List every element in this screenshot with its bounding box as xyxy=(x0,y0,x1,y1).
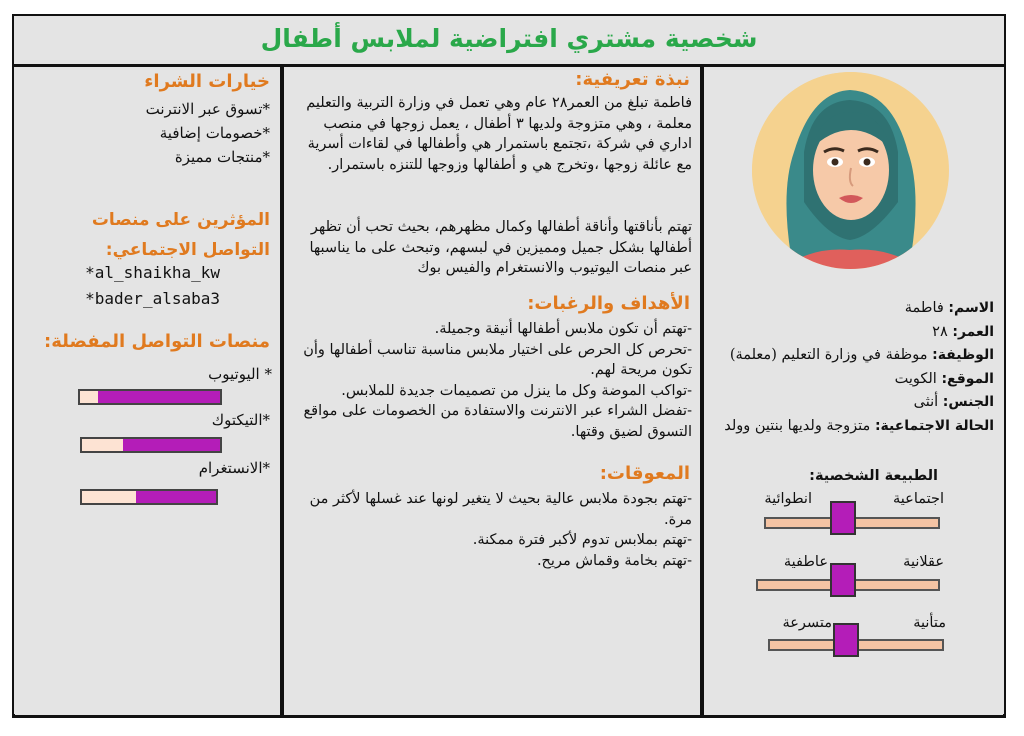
bio-heading: نبذة تعريفية: xyxy=(575,69,690,90)
bio-paragraph: تهتم بأناقتها وأناقة أطفالها وكمال مظهرهم، بحيث تحب أن تظهر أطفالها بشكل جميل ومميزين في لبسهم، وتبحث على ما يناسبها عبر منصات اليوتيوب والانستغرام والفيس بوك xyxy=(309,219,692,276)
field-age: العمر: ٢٨ xyxy=(932,323,994,340)
field-location: الموقع: الكويت xyxy=(894,370,994,387)
influencer-handle: *al_shaikha_kw xyxy=(85,263,220,282)
hijab-woman-icon xyxy=(752,72,949,269)
influencer-handle: *bader_alsaba3 xyxy=(85,289,220,308)
list-item: *منتجات مميزة xyxy=(174,148,270,166)
platform-bar-fill xyxy=(98,391,220,403)
right-column xyxy=(704,67,1004,714)
platform-bar-youtube xyxy=(78,389,222,405)
list-item: -تحرص كل الحرص على اختيار ملابس مناسبة تناسب أطفالها وأن تكون مريحة لهم. xyxy=(303,341,692,378)
title-bar xyxy=(14,16,1004,67)
platforms-heading: منصات التواصل المفضلة: xyxy=(44,331,270,352)
field-name: الاسم: فاطمة xyxy=(904,300,994,316)
platform-bar-instagram xyxy=(80,489,218,505)
trait-label: متسرعة xyxy=(782,615,832,631)
shopping-options-list xyxy=(146,97,270,169)
platform-label-instagram: *الانستغرام xyxy=(198,459,270,477)
goals-heading: الأهداف والرغبات: xyxy=(527,293,690,314)
trait-label: عقلانية xyxy=(903,554,944,570)
platform-label-youtube: * اليوتيوب xyxy=(208,365,272,383)
profile-fields xyxy=(709,297,994,438)
list-item: -تهتم أن تكون ملابس أطفالها أنيقة وجميلة. xyxy=(434,321,692,337)
goals-list xyxy=(292,319,692,442)
obstacles-list xyxy=(292,489,692,571)
platform-label-tiktok: *التيكتوك xyxy=(211,411,270,429)
platform-bar-fill xyxy=(136,491,216,503)
trait-slider xyxy=(764,517,940,529)
page-title: شخصية مشتري افتراضية لملابس أطفال xyxy=(260,24,758,53)
list-item: -تهتم بخامة وقماش مريح. xyxy=(536,552,692,569)
trait-label: متأنية xyxy=(913,615,946,631)
field-job: الوظيفة: موظفة في وزارة التعليم (معلمة) xyxy=(729,347,994,363)
trait-label: انطوائية xyxy=(764,491,812,507)
list-item: -تهتم بجودة ملابس عالية بحيث لا يتغير لونها عند غسلها لأكثر من مرة. xyxy=(309,491,692,528)
field-marital-status: الحالة الاجتماعية: متزوجة ولديها بنتين وولد xyxy=(724,417,994,434)
traits-heading: الطبيعة الشخصية: xyxy=(809,468,938,484)
trait-slider xyxy=(768,639,944,651)
platform-bar-tiktok xyxy=(80,437,222,453)
trait-slider xyxy=(756,579,940,591)
trait-slider-knob xyxy=(830,563,856,597)
trait-slider-knob xyxy=(833,623,859,657)
bio-paragraph: فاطمة تبلغ من العمر٢٨ عام وهي تعمل في وزارة التربية والتعليم معلمة ، وهي متزوجة ولديها ٣ أطفال ، يعمل زوجها في منصب اداري في شركة ،تجتمع باستمرار هي وأطفالها في لقاءات أسرية مع عائلة زوجها ،وتخرج هي و أطفالها وزوجها للتنزه باستمرار. xyxy=(306,95,692,173)
field-gender: الجنس: أنثى xyxy=(913,394,994,410)
trait-label: عاطفية xyxy=(783,554,828,570)
obstacles-heading: المعوقات: xyxy=(599,463,690,484)
shopping-options-heading: خيارات الشراء xyxy=(144,71,270,92)
list-item: -تفضل الشراء عبر الانترنت والاستفادة من الخصومات على مواقع التسوق لضيق وقتها. xyxy=(303,403,692,440)
trait-slider-knob xyxy=(830,501,856,535)
trait-label: اجتماعية xyxy=(893,491,944,507)
left-column xyxy=(14,67,280,714)
middle-column xyxy=(284,67,700,714)
list-item: *تسوق عبر الانترنت xyxy=(145,100,270,118)
list-item: *خصومات إضافية xyxy=(159,124,270,142)
influencers-heading: المؤثرين على منصات التواصل الاجتماعي: xyxy=(91,210,270,260)
platform-bar-fill xyxy=(123,439,220,451)
list-item: -تواكب الموضة وكل ما ينزل من تصميمات جديدة للملابس. xyxy=(341,382,692,399)
list-item: -تهتم بملابس تدوم لأكبر فترة ممكنة. xyxy=(472,532,692,548)
